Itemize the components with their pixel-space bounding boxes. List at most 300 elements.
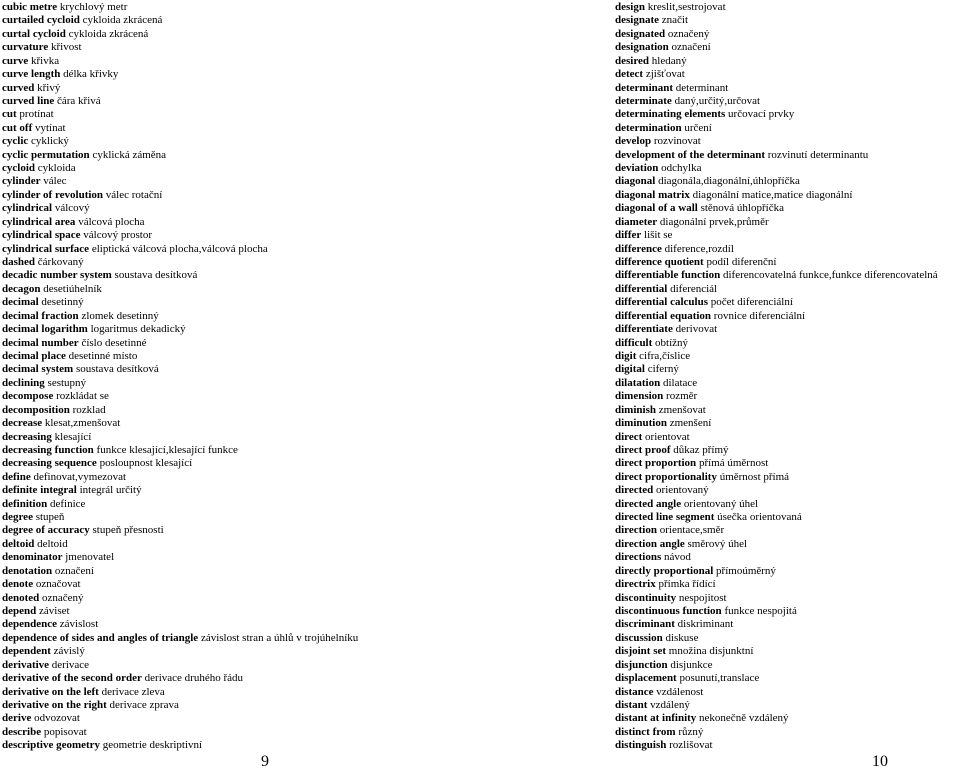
- entry-term: dilatation: [615, 376, 661, 389]
- entry-translation: rozvinutí determinantu: [767, 148, 869, 161]
- glossary-entry: [2, 457, 472, 470]
- glossary-entry: [615, 108, 957, 121]
- entry-translation: derivovat: [675, 323, 718, 336]
- entry-translation: cyklická záměna: [92, 148, 167, 161]
- glossary-entry: [2, 149, 472, 162]
- glossary-entry: [2, 310, 472, 323]
- glossary-entry: [615, 498, 957, 511]
- glossary-entry: [615, 28, 957, 41]
- glossary-entry: [2, 323, 472, 336]
- glossary-entry: [615, 350, 957, 363]
- entry-translation: hledaný: [651, 54, 687, 67]
- entry-translation: označení: [54, 564, 94, 577]
- entry-translation: diagonála,diagonální,úhlopříčka: [658, 175, 800, 188]
- entry-translation: čára křivá: [57, 94, 101, 107]
- entry-translation: přímá úměrnost: [698, 457, 769, 470]
- entry-translation: přímoúměrný: [716, 564, 776, 577]
- entry-term: derivative on the right: [2, 698, 107, 711]
- entry-translation: závislost stran a úhlů v trojúhelníku: [200, 631, 359, 644]
- entry-term: decreasing sequence: [2, 457, 97, 470]
- entry-translation: klesat,zmenšovat: [44, 417, 121, 430]
- entry-translation: číslo desetinné: [81, 336, 147, 349]
- glossary-entry: [615, 645, 957, 658]
- glossary-entry: [2, 645, 472, 658]
- glossary-entry: [615, 618, 957, 631]
- glossary-entry: [2, 484, 472, 497]
- glossary-entry: [615, 632, 957, 645]
- entry-term: directions: [615, 551, 662, 564]
- glossary-entry: [2, 726, 472, 739]
- glossary-entry: [2, 122, 472, 135]
- glossary-entry: [615, 337, 957, 350]
- entry-translation: stupeň: [35, 511, 65, 524]
- entry-term: cylindrical space: [2, 229, 81, 242]
- entry-term: decimal fraction: [2, 309, 79, 322]
- entry-translation: dilatace: [662, 376, 698, 389]
- glossary-entry: [615, 296, 957, 309]
- entry-term: difference: [615, 242, 662, 255]
- glossary-entry: [615, 605, 957, 618]
- glossary-entry: [2, 216, 472, 229]
- entry-term: differential equation: [615, 309, 712, 322]
- entry-term: designated: [615, 27, 666, 40]
- entry-term: digit: [615, 349, 637, 362]
- glossary-entry: [615, 699, 957, 712]
- entry-translation: cykloida: [37, 162, 76, 175]
- glossary-entry: [2, 538, 472, 551]
- entry-term: differentiate: [615, 323, 673, 336]
- entry-translation: určovací prvky: [728, 108, 795, 121]
- glossary-entry: [2, 202, 472, 215]
- entry-translation: soustava desítková: [75, 363, 159, 376]
- entry-translation: orientovaný: [656, 484, 709, 497]
- entry-term: desired: [615, 54, 650, 67]
- glossary-entry: [615, 659, 957, 672]
- glossary-entry: [615, 269, 957, 282]
- entry-term: displacement: [615, 672, 677, 685]
- entry-term: directrix: [615, 578, 656, 591]
- glossary-entry: [2, 699, 472, 712]
- entry-term: directly proportional: [615, 564, 714, 577]
- entry-translation: orientace,směr: [659, 524, 725, 537]
- glossary-entry: [615, 202, 957, 215]
- entry-translation: obtížný: [655, 336, 689, 349]
- entry-translation: derivace zleva: [101, 685, 165, 698]
- entry-translation: diferencovatelná funkce,funkce diferencovatelná: [722, 269, 938, 282]
- entry-term: cut: [2, 108, 17, 121]
- entry-term: determinating elements: [615, 108, 726, 121]
- entry-term: direct proportionality: [615, 470, 717, 483]
- entry-translation: různý: [678, 725, 704, 738]
- entry-term: deviation: [615, 162, 659, 175]
- entry-term: cycloid: [2, 162, 35, 175]
- entry-translation: odchylka: [661, 162, 702, 175]
- entry-translation: funkce klesající,klesající funkce: [96, 443, 238, 456]
- glossary-entry: [2, 565, 472, 578]
- entry-term: discriminant: [615, 618, 675, 631]
- glossary-entry: [2, 592, 472, 605]
- entry-translation: délka křivky: [63, 68, 119, 81]
- entry-term: curvature: [2, 41, 49, 54]
- entry-term: descriptive geometry: [2, 739, 101, 752]
- entry-term: curved line: [2, 94, 55, 107]
- entry-term: decomposition: [2, 403, 70, 416]
- entry-term: diameter: [615, 215, 658, 228]
- glossary-entry: [615, 189, 957, 202]
- glossary-entry: [2, 337, 472, 350]
- entry-term: distance: [615, 685, 654, 698]
- glossary-entry: [615, 82, 957, 95]
- entry-translation: derivace zprava: [109, 698, 179, 711]
- glossary-entry: [2, 14, 472, 27]
- entry-term: designate: [615, 14, 659, 27]
- entry-translation: sestupný: [47, 376, 87, 389]
- entry-term: diagonal: [615, 175, 656, 188]
- glossary-entry: [2, 283, 472, 296]
- entry-term: decreasing: [2, 430, 52, 443]
- glossary-entry: [2, 632, 472, 645]
- entry-translation: cyklický: [31, 135, 69, 148]
- glossary-entry: [2, 41, 472, 54]
- entry-term: curtal cycloid: [2, 27, 66, 40]
- glossary-entry: [615, 538, 957, 551]
- entry-term: detect: [615, 68, 644, 81]
- entry-term: denote: [2, 578, 34, 591]
- entry-term: design: [615, 1, 645, 13]
- entry-term: decimal number: [2, 336, 79, 349]
- entry-term: dependence: [2, 618, 57, 631]
- entry-term: diagonal of a wall: [615, 202, 698, 215]
- entry-term: distinct from: [615, 725, 676, 738]
- entry-translation: definice: [49, 497, 86, 510]
- glossary-entry: [615, 243, 957, 256]
- glossary-entry: [615, 578, 957, 591]
- entry-translation: eliptická válcová plocha,válcová plocha: [91, 242, 268, 255]
- entry-translation: zmenšovat: [658, 403, 706, 416]
- entry-translation: válec: [43, 175, 67, 188]
- entry-translation: deltoid: [37, 537, 68, 550]
- glossary-entry: [615, 310, 957, 323]
- entry-translation: závislost: [59, 618, 99, 631]
- entry-term: designation: [615, 41, 669, 54]
- entry-term: cyclic permutation: [2, 148, 90, 161]
- entry-translation: popisovat: [43, 725, 87, 738]
- entry-term: cylinder of revolution: [2, 188, 104, 201]
- entry-translation: určení: [684, 121, 712, 134]
- glossary-entry: [2, 471, 472, 484]
- glossary-entry: [2, 524, 472, 537]
- entry-term: decreasing function: [2, 443, 94, 456]
- glossary-entry: [615, 444, 957, 457]
- entry-term: direction: [615, 524, 657, 537]
- entry-translation: logaritmus dekadický: [90, 323, 186, 336]
- entry-term: discontinuous function: [615, 604, 722, 617]
- glossary-entry: [615, 68, 957, 81]
- entry-translation: podíl diferenční: [706, 256, 777, 269]
- entry-term: discontinuity: [615, 591, 677, 604]
- glossary-entry: [2, 712, 472, 725]
- entry-term: cylindrical surface: [2, 242, 90, 255]
- entry-term: digital: [615, 363, 645, 376]
- entry-term: differential: [615, 282, 668, 295]
- glossary-entry: [615, 162, 957, 175]
- entry-term: degree of accuracy: [2, 524, 90, 537]
- glossary-entry: [615, 256, 957, 269]
- glossary-entry: [615, 175, 957, 188]
- glossary-entry: [2, 243, 472, 256]
- glossary-entry: [2, 108, 472, 121]
- entry-translation: definovat,vymezovat: [33, 470, 127, 483]
- entry-term: distant: [615, 698, 648, 711]
- entry-term: derive: [2, 712, 32, 725]
- glossary-entry: [615, 417, 957, 430]
- glossary-entry: [2, 551, 472, 564]
- left-page-entries: [2, 1, 472, 753]
- entry-translation: vytínat: [35, 121, 66, 134]
- entry-translation: diagonální prvek,průměr: [659, 215, 769, 228]
- entry-term: derivative of the second order: [2, 672, 142, 685]
- entry-term: development of the determinant: [615, 148, 766, 161]
- entry-translation: odvozovat: [34, 712, 80, 725]
- entry-translation: nespojitost: [678, 591, 727, 604]
- entry-translation: desetinný: [41, 296, 84, 309]
- entry-term: decadic number system: [2, 269, 112, 282]
- entry-translation: značit: [661, 14, 689, 27]
- entry-translation: množina disjunktní: [668, 645, 754, 658]
- entry-term: distant at infinity: [615, 712, 697, 725]
- glossary-entry: [615, 551, 957, 564]
- entry-term: difficult: [615, 336, 653, 349]
- glossary-entry: [2, 28, 472, 41]
- glossary-entry: [615, 524, 957, 537]
- entry-translation: nekonečně vzdálený: [699, 712, 789, 725]
- entry-translation: diskriminant: [677, 618, 734, 631]
- entry-term: cylindrical area: [2, 215, 76, 228]
- entry-translation: označení: [671, 41, 711, 54]
- entry-term: difference quotient: [615, 256, 704, 269]
- entry-term: determinate: [615, 94, 672, 107]
- entry-term: differ: [615, 229, 642, 242]
- entry-term: cyclic: [2, 135, 29, 148]
- entry-translation: směrový úhel: [687, 537, 748, 550]
- glossary-entry: [615, 283, 957, 296]
- entry-translation: kreslit,sestrojovat: [647, 1, 726, 13]
- entry-translation: vzdálený: [650, 698, 690, 711]
- entry-term: direct: [615, 430, 643, 443]
- glossary-entry: [2, 444, 472, 457]
- glossary-entry: [2, 618, 472, 631]
- entry-translation: orientovaný úhel: [683, 497, 759, 510]
- glossary-entry: [615, 149, 957, 162]
- entry-term: decimal logarithm: [2, 323, 88, 336]
- entry-translation: cykloida zkrácená: [68, 27, 149, 40]
- glossary-entry: [2, 256, 472, 269]
- entry-term: decimal place: [2, 349, 66, 362]
- entry-term: deltoid: [2, 537, 35, 550]
- entry-translation: desetiúhelník: [43, 282, 102, 295]
- glossary-entry: [2, 135, 472, 148]
- glossary-entry: [2, 659, 472, 672]
- entry-term: direction angle: [615, 537, 685, 550]
- entry-translation: návod: [664, 551, 691, 564]
- glossary-entry: [615, 377, 957, 390]
- entry-translation: válcová plocha: [78, 215, 145, 228]
- entry-translation: orientovat: [645, 430, 690, 443]
- entry-term: decagon: [2, 282, 41, 295]
- glossary-entry: [615, 323, 957, 336]
- entry-translation: válec rotační: [105, 188, 163, 201]
- entry-term: distinguish: [615, 739, 667, 752]
- glossary-entry: [615, 122, 957, 135]
- entry-translation: ciferný: [647, 363, 679, 376]
- entry-term: depend: [2, 604, 37, 617]
- glossary-entry: [615, 41, 957, 54]
- glossary-entry: [2, 377, 472, 390]
- entry-term: direct proof: [615, 443, 671, 456]
- entry-translation: počet diferenciální: [710, 296, 793, 309]
- entry-term: disjoint set: [615, 645, 667, 658]
- entry-translation: lišit se: [644, 229, 673, 242]
- entry-translation: cykloida zkrácená: [82, 14, 163, 27]
- glossary-entry: [615, 404, 957, 417]
- entry-translation: zjišťovat: [645, 68, 685, 81]
- entry-translation: úsečka orientovaná: [717, 511, 802, 524]
- entry-term: cut off: [2, 121, 33, 134]
- glossary-entry: [2, 175, 472, 188]
- entry-translation: zmenšení: [669, 417, 712, 430]
- glossary-entry: [2, 511, 472, 524]
- glossary-entry: [615, 739, 957, 752]
- entry-term: curved: [2, 81, 35, 94]
- entry-translation: desetinné místo: [68, 349, 138, 362]
- entry-term: diminution: [615, 417, 667, 430]
- glossary-entry: [615, 471, 957, 484]
- glossary-entry: [2, 404, 472, 417]
- entry-translation: cifra,číslice: [639, 349, 691, 362]
- entry-term: derivative on the left: [2, 685, 99, 698]
- entry-term: cylindrical: [2, 202, 53, 215]
- entry-term: declining: [2, 376, 45, 389]
- entry-translation: křivka: [31, 54, 60, 67]
- entry-term: dependent: [2, 645, 51, 658]
- entry-translation: válcový prostor: [83, 229, 153, 242]
- glossary-entry: [615, 592, 957, 605]
- entry-translation: determinant: [675, 81, 729, 94]
- entry-translation: čárkovaný: [37, 256, 84, 269]
- entry-term: curve: [2, 54, 29, 67]
- entry-term: decrease: [2, 417, 43, 430]
- glossary-entry: [2, 189, 472, 202]
- entry-translation: funkce nespojitá: [724, 604, 797, 617]
- glossary-entry: [2, 498, 472, 511]
- entry-translation: důkaz přímý: [673, 443, 729, 456]
- entry-translation: diskuse: [665, 631, 699, 644]
- glossary-entry: [615, 14, 957, 27]
- entry-term: directed angle: [615, 497, 682, 510]
- glossary-entry: [615, 672, 957, 685]
- glossary-entry: [2, 95, 472, 108]
- glossary-entry: [2, 55, 472, 68]
- entry-translation: přímka řídící: [658, 578, 716, 591]
- entry-term: direct proportion: [615, 457, 697, 470]
- entry-translation: derivace druhého řádu: [144, 672, 244, 685]
- glossary-entry: [2, 605, 472, 618]
- entry-translation: křivý: [37, 81, 61, 94]
- entry-translation: křivost: [50, 41, 82, 54]
- entry-translation: rozměr: [666, 390, 698, 403]
- glossary-entry: [615, 712, 957, 725]
- entry-translation: integrál určitý: [79, 484, 142, 497]
- entry-translation: stupeň přesnosti: [92, 524, 164, 537]
- glossary-entry: [615, 484, 957, 497]
- page-number-right: 10: [872, 753, 888, 770]
- entry-term: describe: [2, 725, 42, 738]
- glossary-entry: [2, 739, 472, 752]
- entry-translation: závislý: [53, 645, 85, 658]
- entry-term: discussion: [615, 631, 663, 644]
- entry-translation: daný,určitý,určovat: [674, 94, 761, 107]
- entry-term: degree: [2, 511, 33, 524]
- entry-translation: záviset: [39, 604, 70, 617]
- entry-translation: označený: [42, 591, 84, 604]
- glossary-entry: [2, 1, 472, 14]
- entry-term: determination: [615, 121, 682, 134]
- glossary-entry: [615, 431, 957, 444]
- entry-translation: diference,rozdíl: [664, 242, 734, 255]
- entry-term: differentiable function: [615, 269, 721, 282]
- glossary-entry: [2, 162, 472, 175]
- glossary-entry: [2, 350, 472, 363]
- glossary-entry: [615, 135, 957, 148]
- entry-translation: derivace: [51, 658, 90, 671]
- entry-translation: stěnová úhlopříčka: [700, 202, 784, 215]
- entry-term: denominator: [2, 551, 63, 564]
- entry-translation: rozkládat se: [56, 390, 109, 403]
- entry-term: decimal: [2, 296, 39, 309]
- entry-term: diagonal matrix: [615, 188, 690, 201]
- glossary-entry: [615, 565, 957, 578]
- entry-term: develop: [615, 135, 652, 148]
- glossary-entry: [2, 390, 472, 403]
- glossary-entry: [615, 511, 957, 524]
- glossary-entry: [2, 686, 472, 699]
- entry-translation: posunutí,translace: [679, 672, 760, 685]
- entry-term: disjunction: [615, 658, 668, 671]
- glossary-entry: [615, 229, 957, 242]
- glossary-entry: [2, 672, 472, 685]
- entry-translation: rozvinovat: [653, 135, 701, 148]
- glossary-entry: [615, 686, 957, 699]
- entry-term: denotation: [2, 564, 53, 577]
- entry-translation: rozlišovat: [669, 739, 713, 752]
- glossary-entry: [615, 1, 957, 14]
- entry-term: cylinder: [2, 175, 41, 188]
- glossary-entry: [2, 363, 472, 376]
- glossary-entry: [615, 216, 957, 229]
- entry-term: dimension: [615, 390, 664, 403]
- entry-translation: jmenovatel: [65, 551, 115, 564]
- entry-translation: krychlový metr: [59, 1, 128, 13]
- entry-term: dashed: [2, 256, 36, 269]
- entry-term: curtailed cycloid: [2, 14, 80, 27]
- entry-term: dependence of sides and angles of triangle: [2, 631, 199, 644]
- entry-translation: soustava desítková: [114, 269, 198, 282]
- entry-translation: vzdálenost: [656, 685, 704, 698]
- entry-translation: diferenciál: [670, 282, 718, 295]
- glossary-entry: [615, 95, 957, 108]
- entry-translation: rovnice diferenciální: [713, 309, 806, 322]
- entry-translation: klesající: [54, 430, 92, 443]
